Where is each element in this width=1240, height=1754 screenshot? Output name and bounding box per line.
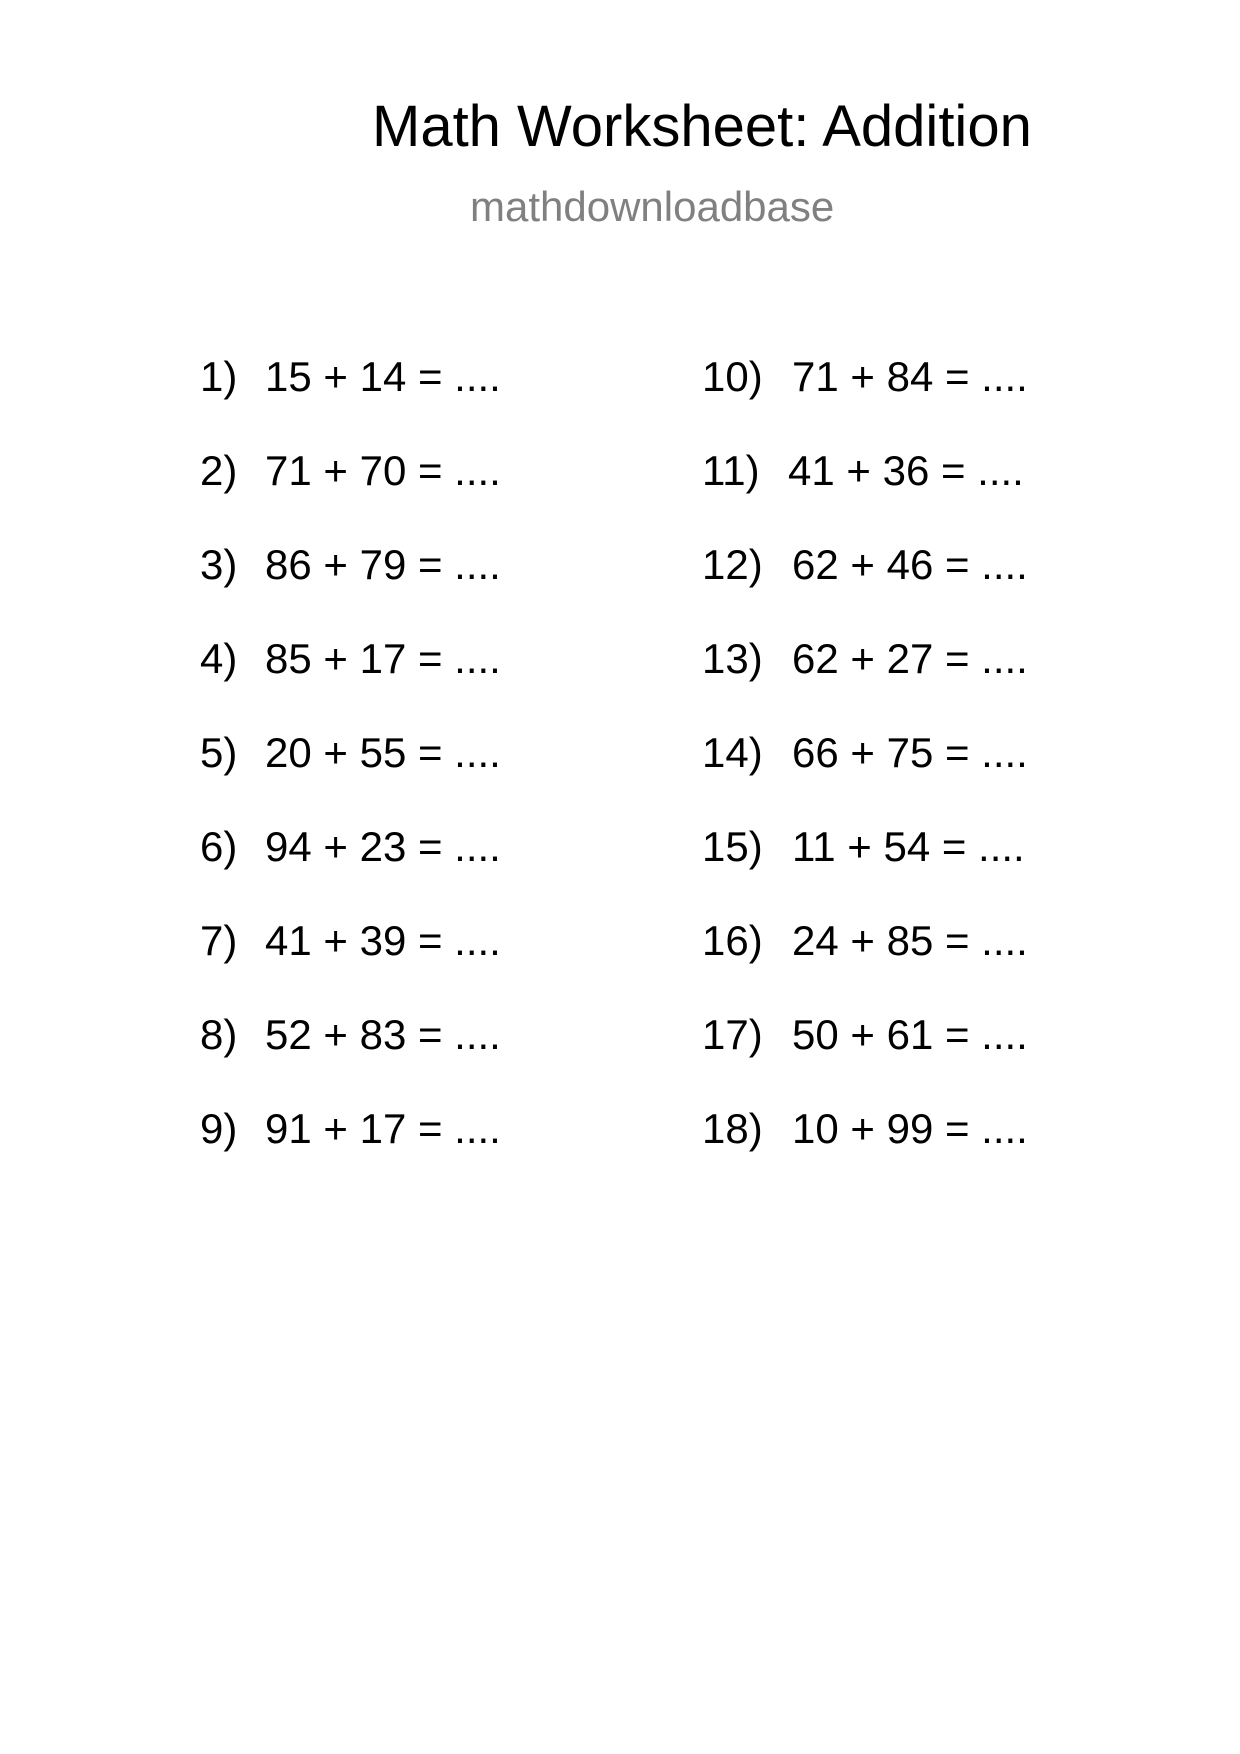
problem-item <box>200 822 501 872</box>
problem-expression: 24 + 85 = .... <box>792 917 1028 964</box>
problem-expression: 41 + 36 = .... <box>788 447 1024 494</box>
problem-number: 7) <box>200 917 238 964</box>
problem-expression: 71 + 84 = .... <box>792 353 1028 400</box>
problem-number: 15) <box>702 823 763 870</box>
page-title: Math Worksheet: Addition <box>372 94 1032 159</box>
problem-item <box>702 1104 1028 1154</box>
problem-item <box>702 916 1028 966</box>
problem-item <box>702 728 1028 778</box>
problem-number: 9) <box>200 1105 238 1152</box>
problem-number: 3) <box>200 541 238 588</box>
problem-item <box>200 1010 501 1060</box>
problem-number: 8) <box>200 1011 238 1058</box>
problem-item <box>702 446 1024 496</box>
problem-expression: 85 + 17 = .... <box>265 635 501 682</box>
problem-item <box>200 540 501 590</box>
problem-expression: 94 + 23 = .... <box>265 823 501 870</box>
problem-expression: 62 + 46 = .... <box>792 541 1028 588</box>
problem-number: 2) <box>200 447 238 494</box>
problem-number: 14) <box>702 729 763 776</box>
problem-item <box>200 916 501 966</box>
problem-number: 13) <box>702 635 763 682</box>
problem-expression: 11 + 54 = .... <box>792 823 1025 870</box>
problem-expression: 20 + 55 = .... <box>265 729 501 776</box>
problem-item <box>702 822 1025 872</box>
problem-item <box>702 540 1028 590</box>
page-subtitle: mathdownloadbase <box>470 183 835 230</box>
problem-item <box>200 634 501 684</box>
problem-number: 12) <box>702 541 763 588</box>
problem-item <box>200 446 501 496</box>
problem-expression: 86 + 79 = .... <box>265 541 501 588</box>
problem-expression: 15 + 14 = .... <box>265 353 501 400</box>
problem-number: 18) <box>702 1105 763 1152</box>
problem-item <box>200 352 501 402</box>
problem-number: 17) <box>702 1011 763 1058</box>
problem-number: 11) <box>702 447 760 494</box>
problem-item <box>200 1104 501 1154</box>
problem-number: 5) <box>200 729 238 776</box>
problem-number: 1) <box>200 353 238 400</box>
problem-number: 16) <box>702 917 763 964</box>
problem-number: 4) <box>200 635 238 682</box>
problem-number: 6) <box>200 823 238 870</box>
problem-item <box>200 728 501 778</box>
problem-number: 10) <box>702 353 763 400</box>
problem-expression: 62 + 27 = .... <box>792 635 1028 682</box>
problem-item <box>702 1010 1028 1060</box>
problem-expression: 91 + 17 = .... <box>265 1105 501 1152</box>
problem-expression: 66 + 75 = .... <box>792 729 1028 776</box>
problem-expression: 41 + 39 = .... <box>265 917 501 964</box>
problem-expression: 71 + 70 = .... <box>265 447 501 494</box>
problem-item <box>702 352 1028 402</box>
problem-item <box>702 634 1028 684</box>
problem-expression: 52 + 83 = .... <box>265 1011 501 1058</box>
problem-expression: 50 + 61 = .... <box>792 1011 1028 1058</box>
problem-expression: 10 + 99 = .... <box>792 1105 1028 1152</box>
